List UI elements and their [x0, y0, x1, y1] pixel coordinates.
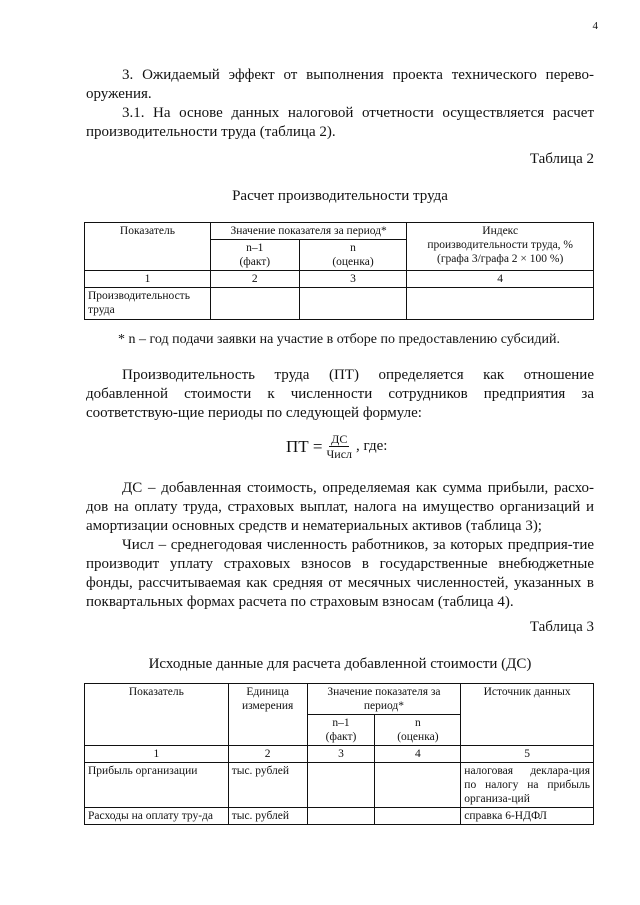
- productivity-definition: Производительность труда (ПТ) определяется как отношение добавленной стоимости к численности сотрудников предприятия за соответствую-щие периоды по следующей формуле:: [86, 367, 594, 421]
- table-3-cell-unit: тыс. рублей: [228, 808, 307, 825]
- table-3-header-source: Источник данных: [461, 684, 594, 746]
- table-3-header-indicator: Показатель: [85, 684, 229, 746]
- table-3-header-period: Значение показателя за период*: [307, 684, 461, 715]
- col-number: 2: [210, 271, 299, 288]
- table-row: [85, 684, 594, 715]
- col-number: 4: [407, 271, 594, 288]
- formula-suffix: , где:: [356, 438, 388, 454]
- n-minus-1-label: n–1: [246, 242, 264, 254]
- index-line-2: производительности труда, %: [427, 239, 574, 251]
- ds-definition: ДС – добавленная стоимость, определяемая как сумма прибыли, расхо-дов на оплату труда, страховых выплат, налога на имущество организаций и амортизации основных средств и нематериальных активов (таблица 3);: [86, 480, 594, 534]
- section-3-1-paragraph: 3.1. На основе данных налоговой отчетности осуществляется расчет производительности труда (таблица 2).: [86, 105, 594, 140]
- table-3-cell: [375, 763, 461, 808]
- table-2-cell-indicator: Производительность труда: [85, 288, 211, 320]
- formula-fraction: [325, 432, 355, 461]
- n-label: n: [350, 242, 356, 254]
- col-number: 3: [299, 271, 407, 288]
- table-2-cell: [299, 288, 407, 320]
- index-line-3: (графа 3/графа 2 × 100 %): [437, 253, 564, 265]
- table-2-header-index: [407, 223, 594, 271]
- table-3-header-n: [375, 715, 461, 746]
- table-2-header-indicator: Показатель: [85, 223, 211, 271]
- table-3-header-n-minus-1: [307, 715, 375, 746]
- col-number: 5: [461, 746, 594, 763]
- formula: [286, 432, 387, 461]
- formula-lhs: ПТ =: [286, 436, 323, 456]
- col-number: 1: [85, 746, 229, 763]
- table-3-header-unit: Единица измерения: [228, 684, 307, 746]
- table-row: [85, 288, 594, 320]
- table-row: [85, 763, 594, 808]
- fact-label: (факт): [239, 256, 271, 268]
- col-number: 4: [375, 746, 461, 763]
- table-2-cell: [407, 288, 594, 320]
- table-row: [85, 808, 594, 825]
- footnote: * n – год подачи заявки на участие в отборе по предоставлению субсидий.: [118, 332, 561, 347]
- fact-label: (факт): [325, 731, 357, 743]
- table-row: [85, 223, 594, 240]
- table-2-cell: [210, 288, 299, 320]
- table-2-header-period: Значение показателя за период*: [210, 223, 406, 240]
- col-number: 3: [307, 746, 375, 763]
- table-3-cell: [307, 763, 375, 808]
- page-number: 4: [592, 20, 598, 32]
- formula-numerator: ДС: [331, 432, 348, 446]
- table-3-cell-source: справка 6-НДФЛ: [461, 808, 594, 825]
- table-2-caption: Таблица 2: [529, 151, 594, 167]
- estimate-label: (оценка): [397, 731, 439, 743]
- table-3-title: Исходные данные для расчета добавленной стоимости (ДС): [148, 656, 532, 672]
- table-3-cell: [375, 808, 461, 825]
- table-row: [85, 746, 594, 763]
- table-3-cell-unit: тыс. рублей: [228, 763, 307, 808]
- table-3-cell-indicator: Расходы на оплату тру-да: [85, 808, 229, 825]
- table-2-header-n-minus-1: [210, 240, 299, 271]
- n-minus-1-label: n–1: [332, 717, 350, 729]
- table-3-cell: [307, 808, 375, 825]
- index-line-1: Индекс: [482, 225, 519, 237]
- col-number: 2: [228, 746, 307, 763]
- section-3-heading: 3. Ожидаемый эффект от выполнения проекта технического перево-оружения.: [86, 67, 594, 102]
- table-row: [85, 271, 594, 288]
- formula-denominator: Числ: [326, 447, 353, 461]
- col-number: 1: [85, 271, 211, 288]
- table-3-cell-indicator: Прибыль организации: [85, 763, 229, 808]
- table-2: [84, 222, 594, 320]
- table-3-cell-source: налоговая деклара-ция по налогу на прибыль организа-ций: [461, 763, 594, 808]
- table-3: [84, 683, 594, 825]
- n-label: n: [415, 717, 421, 729]
- table-3-caption: Таблица 3: [529, 619, 594, 635]
- chisl-definition: Числ – среднегодовая численность работников, за которых предприя-тие производит уплату страховых взносов в государственные внебюджетные фонды, рассчитываемая как средняя от месячных численностей, указанных в поквартальных формах расчета по страховым взносам (таблица 4).: [86, 537, 594, 610]
- table-2-title: Расчет производительности труда: [232, 188, 448, 204]
- estimate-label: (оценка): [332, 256, 374, 268]
- table-2-header-n: [299, 240, 407, 271]
